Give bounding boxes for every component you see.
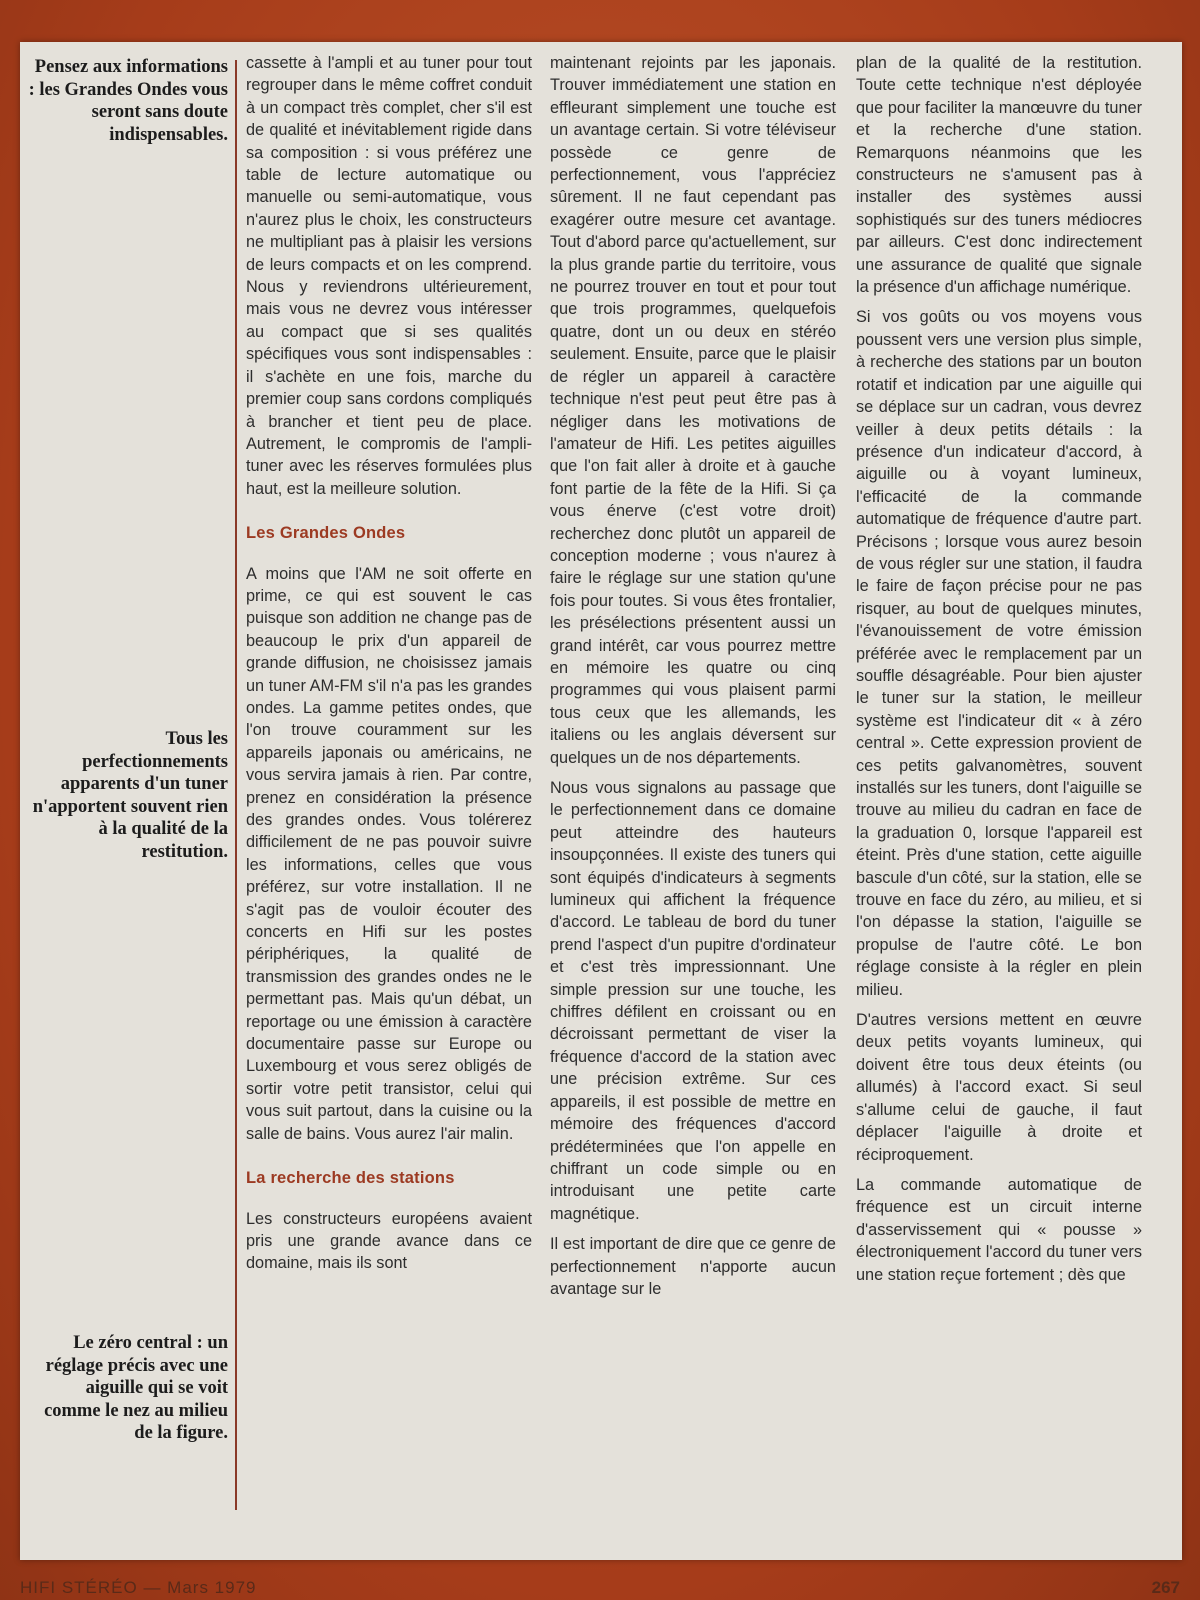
- sidebar-note-grandes-ondes: Pensez aux informations : les Grandes Ondes vous seront sans doute indispensables.: [28, 57, 228, 145]
- footer-magazine-issue: HIFI STÉRÉO — Mars 1979: [20, 1578, 257, 1597]
- page-number: 267: [1151, 1578, 1180, 1597]
- sidebar: [20, 42, 228, 1560]
- sidebar-note-zero-central: Le zéro central : un réglage précis avec une aiguille qui se voit comme le nez au milieu de la figure.: [44, 1333, 228, 1443]
- paragraph: Nous vous signalons au passage que le perfectionnement dans ce domaine peut atteindre des hauteurs insoupçonnées. Il existe des tuners qui sont équipés d'indicateurs à segments lumineux qui affichent la fréquence d'accord. Le tableau de bord du tuner prend l'aspect d'un pupitre d'ordinateur et c'est très impressionnant. Une simple pression sur une touche, les chiffres défilent en croissant ou en décroissant permettant de viser la fréquence d'accord de la station avec une précision extrême. Sur ces appareils, il est possible de mettre en mémoire des fréquences d'accord prédéterminées que l'on appelle en chiffrant un code simple ou en introduisant une petite carte magnétique.: [550, 779, 836, 1223]
- sidebar-note-perfectionnements: Tous les perfectionnements apparents d'un tuner n'apportent souvent rien à la qualité de la restitution.: [32, 729, 228, 862]
- section-heading-recherche-stations: La recherche des stations: [246, 1169, 455, 1188]
- paragraph: maintenant rejoints par les japonais. Trouver immédiatement une station en effleurant simplement une touche est un avantage certain. Si votre téléviseur possède ce genre de perfectionnement, vous l'appréciez sûrement. Il ne faut cependant pas exagérer outre mesure cet avantage. Tout d'abord parce qu'actuellement, sur la plus grande partie du territoire, vous ne pourrez trouver en tout et pour tout que trois programmes, quelquefois quatre, dont un ou deux en stéréo seulement. Ensuite, parce que le plaisir de régler un appareil à caractère technique n'est peut peut être pas à négliger dans les motivations de l'amateur de Hifi. Les petites aiguilles que l'on fait aller à droite et à gauche font partie de la fête de la Hifi. Si ça vous énerve (c'est votre droit) recherchez donc plutôt un appareil de conception moderne ; vous n'aurez à faire le réglage sur une station qu'une fois pour toutes. Si vous êtes frontalier, les présélections présentent aussi un grand intérêt, car vous pourrez mettre en mémoire les quatre ou cinq programmes qui vous plaisent parmi tous ceux que les allemands, les italiens ou les anglais déversent sur quelques un de nos départements.: [550, 54, 836, 767]
- paragraph: Les constructeurs européens avaient pris une grande avance dans ce domaine, mais ils sont: [246, 1209, 532, 1273]
- paragraph: plan de la qualité de la restitution. Toute cette technique n'est déployée que pour faciliter la manœuvre du tuner et la recherche d'une station. Remarquons néanmoins que les constructeurs ne s'amusent pas à installer des systèmes aussi sophistiqués sur des tuners médiocres par ailleurs. C'est donc indirectement une assurance de qualité que signale la présence d'un affichage numérique.: [856, 54, 1142, 297]
- text-column-3: [856, 52, 1142, 1294]
- text-column-1: [246, 52, 532, 1283]
- text-column-2: [550, 52, 836, 1308]
- section-heading-grandes-ondes: Les Grandes Ondes: [246, 524, 406, 543]
- paragraph: La commande automatique de fréquence est un circuit interne d'asservissement qui « pousse » électroniquement l'accord du tuner vers une station reçue fortement ; dès que: [856, 1175, 1142, 1284]
- sidebar-divider: [235, 60, 237, 1510]
- paragraph: D'autres versions mettent en œuvre deux petits voyants lumineux, qui doivent être tous deux éteints (ou allumés) à l'accord exact. Si seul s'allume celui de gauche, il faut déplacer l'aiguille à droite et réciproquement.: [856, 1011, 1142, 1164]
- paragraph: Il est important de dire que ce genre de perfectionnement n'apporte aucun avantage sur le: [550, 1235, 836, 1298]
- magazine-page: [20, 42, 1182, 1560]
- paragraph: Si vos goûts ou vos moyens vous poussent vers une version plus simple, à recherche des stations par un bouton rotatif et indication par une aiguille qui se déplace sur un cadran, vous devrez veiller à deux petits détails : la présence d'un indicateur d'accord, à aiguille ou à voyant lumineux, l'efficacité de la commande automatique de fréquence d'autre part. Précisons ; lorsque vous aurez besoin de vous régler sur une station, il faudra le faire de façon précise pour ne pas risquer, au bout de quelques minutes, l'évanouissement de votre émission préférée avec le remplacement par un souffle désagréable. Pour bien ajuster le tuner sur la station, le meilleur système est l'indicateur dit « à zéro central ». Cette expression provient de ces petits galvanomètres, souvent installés sur les tuners, dont l'aiguille se trouve au milieu du cadran en face de la graduation 0, lorsque l'appareil est éteint. Près d'une station, cette aiguille bascule d'un côté, sur la station, elle se trouve en face du zéro, au milieu, et si l'on dépasse la station, l'aiguille se propulse de l'autre côté. Le bon réglage consiste à la régler en plein milieu.: [856, 308, 1142, 999]
- paragraph: A moins que l'AM ne soit offerte en prime, ce qui est souvent le cas puisque son addition ne change pas de beaucoup le prix d'un appareil de grande diffusion, ne choisissez jamais un tuner AM-FM s'il n'a pas les grandes ondes. La gamme petites ondes, que l'on trouve couramment sur les appareils japonais ou américains, ne vous servira jamais à rien. Par contre, prenez en considération la présence des grandes ondes. Vous tolérerez difficilement de ne pas pouvoir suivre les informations, celles que vous préférez, sur votre installation. Il ne s'agit pas de vouloir écouter des concerts en Hifi sur les postes périphériques, la qualité de transmission des grandes ondes ne le permettant pas. Mais qu'un débat, un reportage ou une émission à caractère documentaire passe sur Europe ou Luxembourg et vous serez obligés de sortir votre petit transistor, celui qui vous suit partout, dans la cuisine ou la salle de bains. Vous aurez l'air malin.: [246, 564, 532, 1143]
- paragraph: cassette à l'ampli et au tuner pour tout regrouper dans le même coffret conduit à un compact très complet, cher s'il est de qualité et inévitablement rigide dans sa composition : si vous préférez une table de lecture automatique ou manuelle ou semi-automatique, vous n'aurez plus le choix, les constructeurs ne multipliant pas à plaisir les versions de leurs compacts et on les comprend. Nous y reviendrons ultérieurement, mais vous ne devrez vous intéresser au compact que si ses qualités spécifiques vous sont indispensables : il s'achète en une fois, marche du premier coup sans cordons compliqués à brancher et tient peu de place. Autrement, le compromis de l'ampli-tuner avec les réserves formulées plus haut, est la meilleure solution.: [246, 54, 532, 498]
